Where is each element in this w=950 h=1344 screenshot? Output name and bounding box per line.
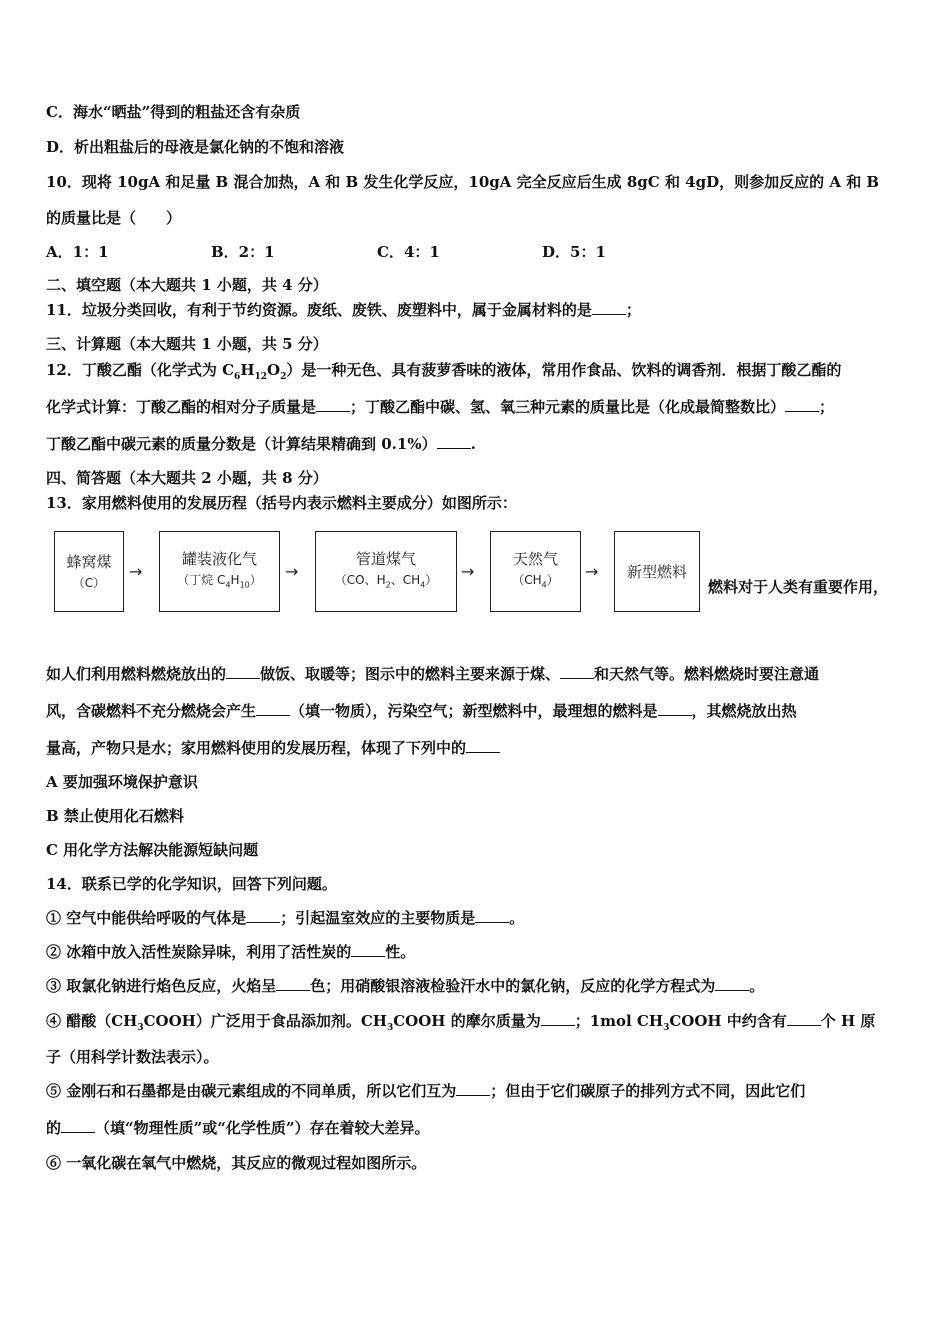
q14-part-3: ③ 取氯化钠进行焰色反应，火焰呈 色；用硝酸银溶液检验汗水中的氯化钠，反应的化学方程式为 。: [46, 977, 765, 995]
flow-arrow-2: →: [285, 562, 299, 581]
flow-arrow-3: →: [461, 562, 475, 581]
flow-box-new-fuel: 新型燃料: [614, 531, 700, 612]
flow-box-lpg: 罐装液化气 （丁烷 $C_4H_{10}$）: [159, 531, 280, 612]
section-2-heading: 二、填空题（本大题共 1 小题，共 4 分）: [46, 276, 328, 294]
q14-part-4: ④ 醋酸$(CH_3COOH)$广泛用于食品添加剂。$CH_3COOH$ 的摩尔质量为 ；1mol $CH_3COOH$ 中约含有 个 H 原: [46, 1012, 876, 1033]
option-c-line: C．海水“晒盐”得到的粗盐还含有杂质: [46, 103, 301, 121]
question-12-line-3: 丁酸乙酯中碳元素的质量分数是（计算结果精确到 0.1%） .: [46, 435, 476, 453]
question-12-line-1: 12．丁酸乙酯（化学式为 $C_6H_{12}O_2$）是一种无色、具有菠萝香味的液体，常用作食品、饮料的调香剂．根据丁酸乙酯的: [46, 361, 842, 382]
q14-part-5: ⑤ 金刚石和石墨都是由碳元素组成的不同单质，所以它们互为 ；但由于它们碳原子的排列方式不同，因此它们: [46, 1082, 806, 1100]
option-d-line: D．析出粗盐后的母液是氯化钠的不饱和溶液: [46, 138, 345, 156]
q10-option-d: D．5：1: [542, 243, 606, 261]
flow-box-natural-gas: 天然气 $(CH_4)$: [490, 531, 581, 612]
question-13-line-2: 风，含碳燃料不充分燃烧会产生 （填一物质），污染空气；新型燃料中，最理想的燃料是 ，其燃烧放出热: [46, 702, 797, 720]
q14-part-5-cont: 的 （填“物理性质”或“化学性质”）存在着较大差异。: [46, 1119, 430, 1137]
q13-choice-c: C 用化学方法解决能源短缺问题: [46, 841, 259, 859]
q14-part-1: ① 空气中能供给呼吸的气体是 ；引起温室效应的主要物质是 。: [46, 909, 525, 927]
flow-arrow-4: →: [585, 562, 599, 581]
section-3-heading: 三、计算题（本大题共 1 小题，共 5 分）: [46, 335, 328, 353]
section-4-heading: 四、简答题（本大题共 2 小题，共 8 分）: [46, 469, 328, 487]
q10-option-a: A．1：1: [46, 243, 109, 261]
flow-box-honeycomb-coal: 蜂窝煤 （C）: [54, 531, 124, 612]
question-12-line-2: 化学式计算：丁酸乙酯的相对分子质量是 ；丁酸乙酯中碳、氢、氧三种元素的质量比是（化成最简整数比） ；: [46, 398, 835, 416]
flow-arrow-1: →: [129, 562, 143, 581]
question-10-line-1: 10．现将 10gA 和足量 B 混合加热，A 和 B 发生化学反应，10gA 完全反应后生成 8gC 和 4gD，则参加反应的 A 和 B: [46, 173, 880, 191]
q14-part-4-cont: 子（用科学计数法表示）。: [46, 1048, 219, 1066]
question-10-line-2: 的质量比是（ ）: [46, 209, 182, 227]
q14-part-6: ⑥ 一氧化碳在氧气中燃烧，其反应的微观过程如图所示。: [46, 1154, 427, 1172]
question-13-diagram-tail: 燃料对于人类有重要作用，: [708, 578, 889, 596]
q13-choice-a: A 要加强环境保护意识: [46, 773, 198, 791]
q13-choice-b: B 禁止使用化石燃料: [46, 807, 184, 825]
flow-box-pipe-gas: 管道煤气 （CO、$H_2$、$CH_4$）: [315, 531, 457, 612]
question-14-intro: 14．联系已学的化学知识，回答下列问题。: [46, 875, 337, 893]
question-11: 11．垃圾分类回收，有利于节约资源。废纸、废铁、废塑料中，属于金属材料的是 ；: [46, 301, 641, 319]
q10-option-c: C．4：1: [377, 243, 440, 261]
question-13-line-3: 量高，产物只是水；家用燃料使用的发展历程，体现了下列中的: [46, 738, 500, 758]
q10-option-b: B．2：1: [211, 243, 275, 261]
question-13-line-1: 如人们利用燃料燃烧放出的 做饭、取暖等；图示中的燃料主要来源于煤、 和天然气等。燃料燃烧时要注意通: [46, 665, 820, 683]
q14-part-2: ② 冰箱中放入活性炭除异味，利用了活性炭的 性。: [46, 943, 416, 961]
question-13-intro: 13．家用燃料使用的发展历程（括号内表示燃料主要成分）如图所示：: [46, 494, 517, 512]
